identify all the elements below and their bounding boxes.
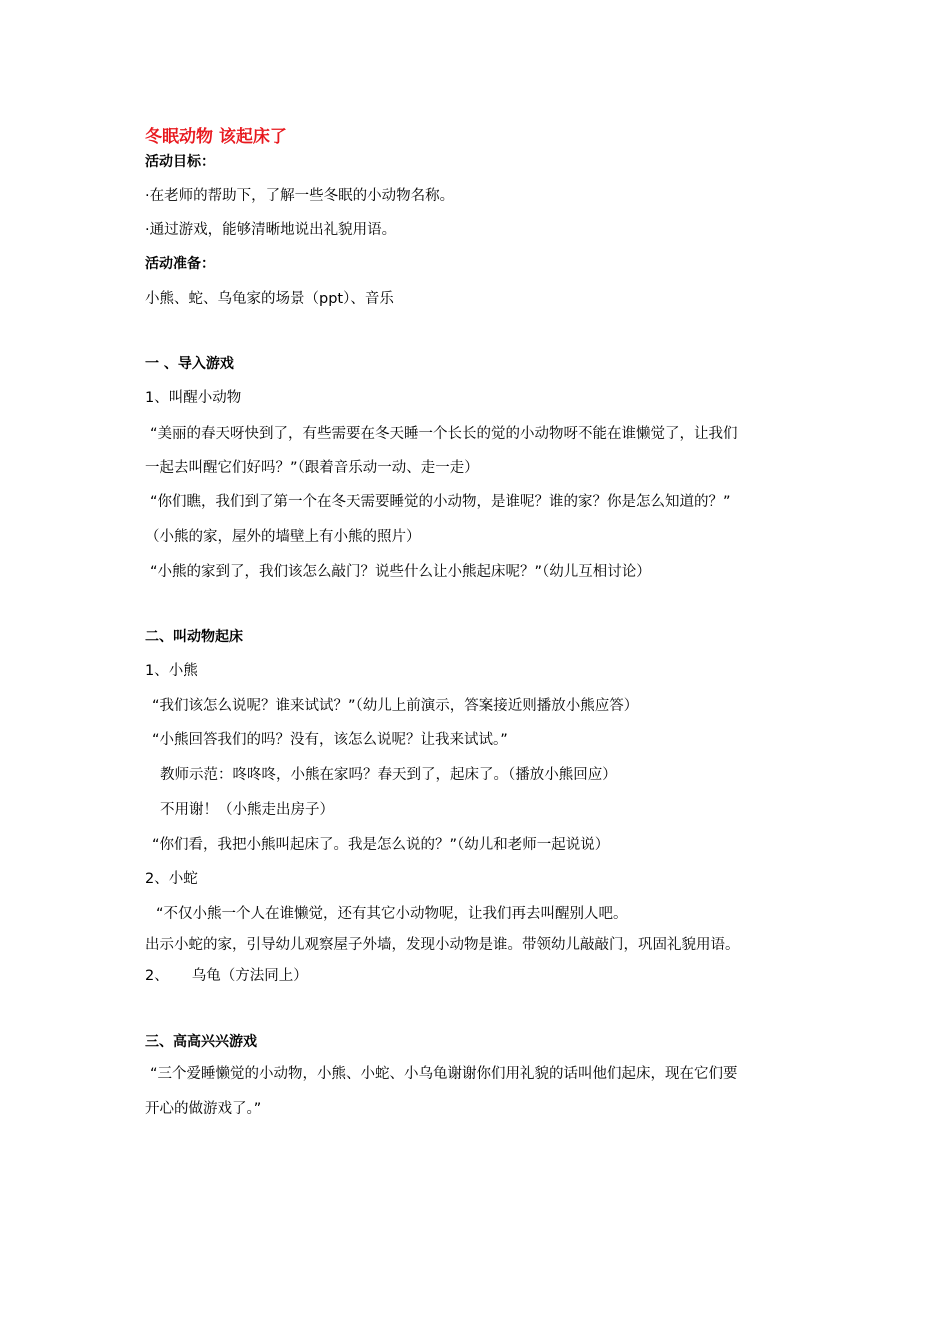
section-3-paragraph-1-line-1: “三个爱睡懒觉的小动物，小熊、小蛇、小乌龟谢谢你们用礼貌的话叫他们起床，现在它们要 <box>150 1066 738 1082</box>
section-1-subheading-1: 1、叫醒小动物 <box>145 390 242 406</box>
goal-item-2: ·通过游戏，能够清晰地说出礼貌用语。 <box>145 222 397 238</box>
section-2-paragraph-5: “你们看，我把小熊叫起床了。我是怎么说的？”（幼儿和老师一起说说） <box>152 837 610 853</box>
section-3-heading: 三、高高兴兴游戏 <box>145 1034 257 1050</box>
section-2-heading: 二、叫动物起床 <box>145 629 243 645</box>
section-2-subheading-3: 2、 乌龟（方法同上） <box>145 968 308 984</box>
section-2-paragraph-6: “不仅小熊一个人在谁懒觉，还有其它小动物呢，让我们再去叫醒别人吧。 <box>156 906 628 922</box>
section-3-paragraph-1-line-2: 开心的做游戏了。” <box>145 1101 262 1117</box>
section-1-paragraph-1-line-2: 一起去叫醒它们好吗？”（跟着音乐动一动、走一走） <box>145 460 479 476</box>
section-2-paragraph-1: “我们该怎么说呢？谁来试试？”（幼儿上前演示，答案接近则播放小熊应答） <box>152 698 639 714</box>
section-2-paragraph-4: 不用谢！（小熊走出房子） <box>160 802 334 818</box>
section-2-paragraph-3: 教师示范：咚咚咚，小熊在家吗？春天到了，起床了。（播放小熊回应） <box>160 767 617 783</box>
section-1-paragraph-2: “你们瞧，我们到了第一个在冬天需要睡觉的小动物，是谁呢？谁的家？你是怎么知道的？” <box>150 494 731 510</box>
section-2-paragraph-2: “小熊回答我们的吗？没有，该怎么说呢？让我来试试。” <box>152 732 508 748</box>
goals-heading: 活动目标： <box>145 154 215 170</box>
section-2-paragraph-7: 出示小蛇的家，引导幼儿观察屋子外墙，发现小动物是谁。带领幼儿敲敲门，巩固礼貌用语。 <box>145 937 740 953</box>
section-1-paragraph-4: “小熊的家到了，我们该怎么敲门？说些什么让小熊起床呢？”（幼儿互相讨论） <box>150 564 651 580</box>
section-2-subheading-1: 1、小熊 <box>145 663 198 679</box>
goal-item-1: ·在老师的帮助下，了解一些冬眠的小动物名称。 <box>145 188 455 204</box>
prep-text: 小熊、蛇、乌龟家的场景（ppt）、音乐 <box>145 291 394 307</box>
document-title: 冬眠动物 该起床了 <box>145 127 287 147</box>
section-1-heading: 一 、导入游戏 <box>145 356 234 372</box>
section-1-paragraph-3: （小熊的家，屋外的墙壁上有小熊的照片） <box>145 529 421 545</box>
prep-heading: 活动准备： <box>145 256 215 272</box>
section-1-paragraph-1-line-1: “美丽的春天呀快到了，有些需要在冬天睡一个长长的觉的小动物呀不能在谁懒觉了，让我们 <box>150 426 738 442</box>
section-2-subheading-2: 2、小蛇 <box>145 871 198 887</box>
